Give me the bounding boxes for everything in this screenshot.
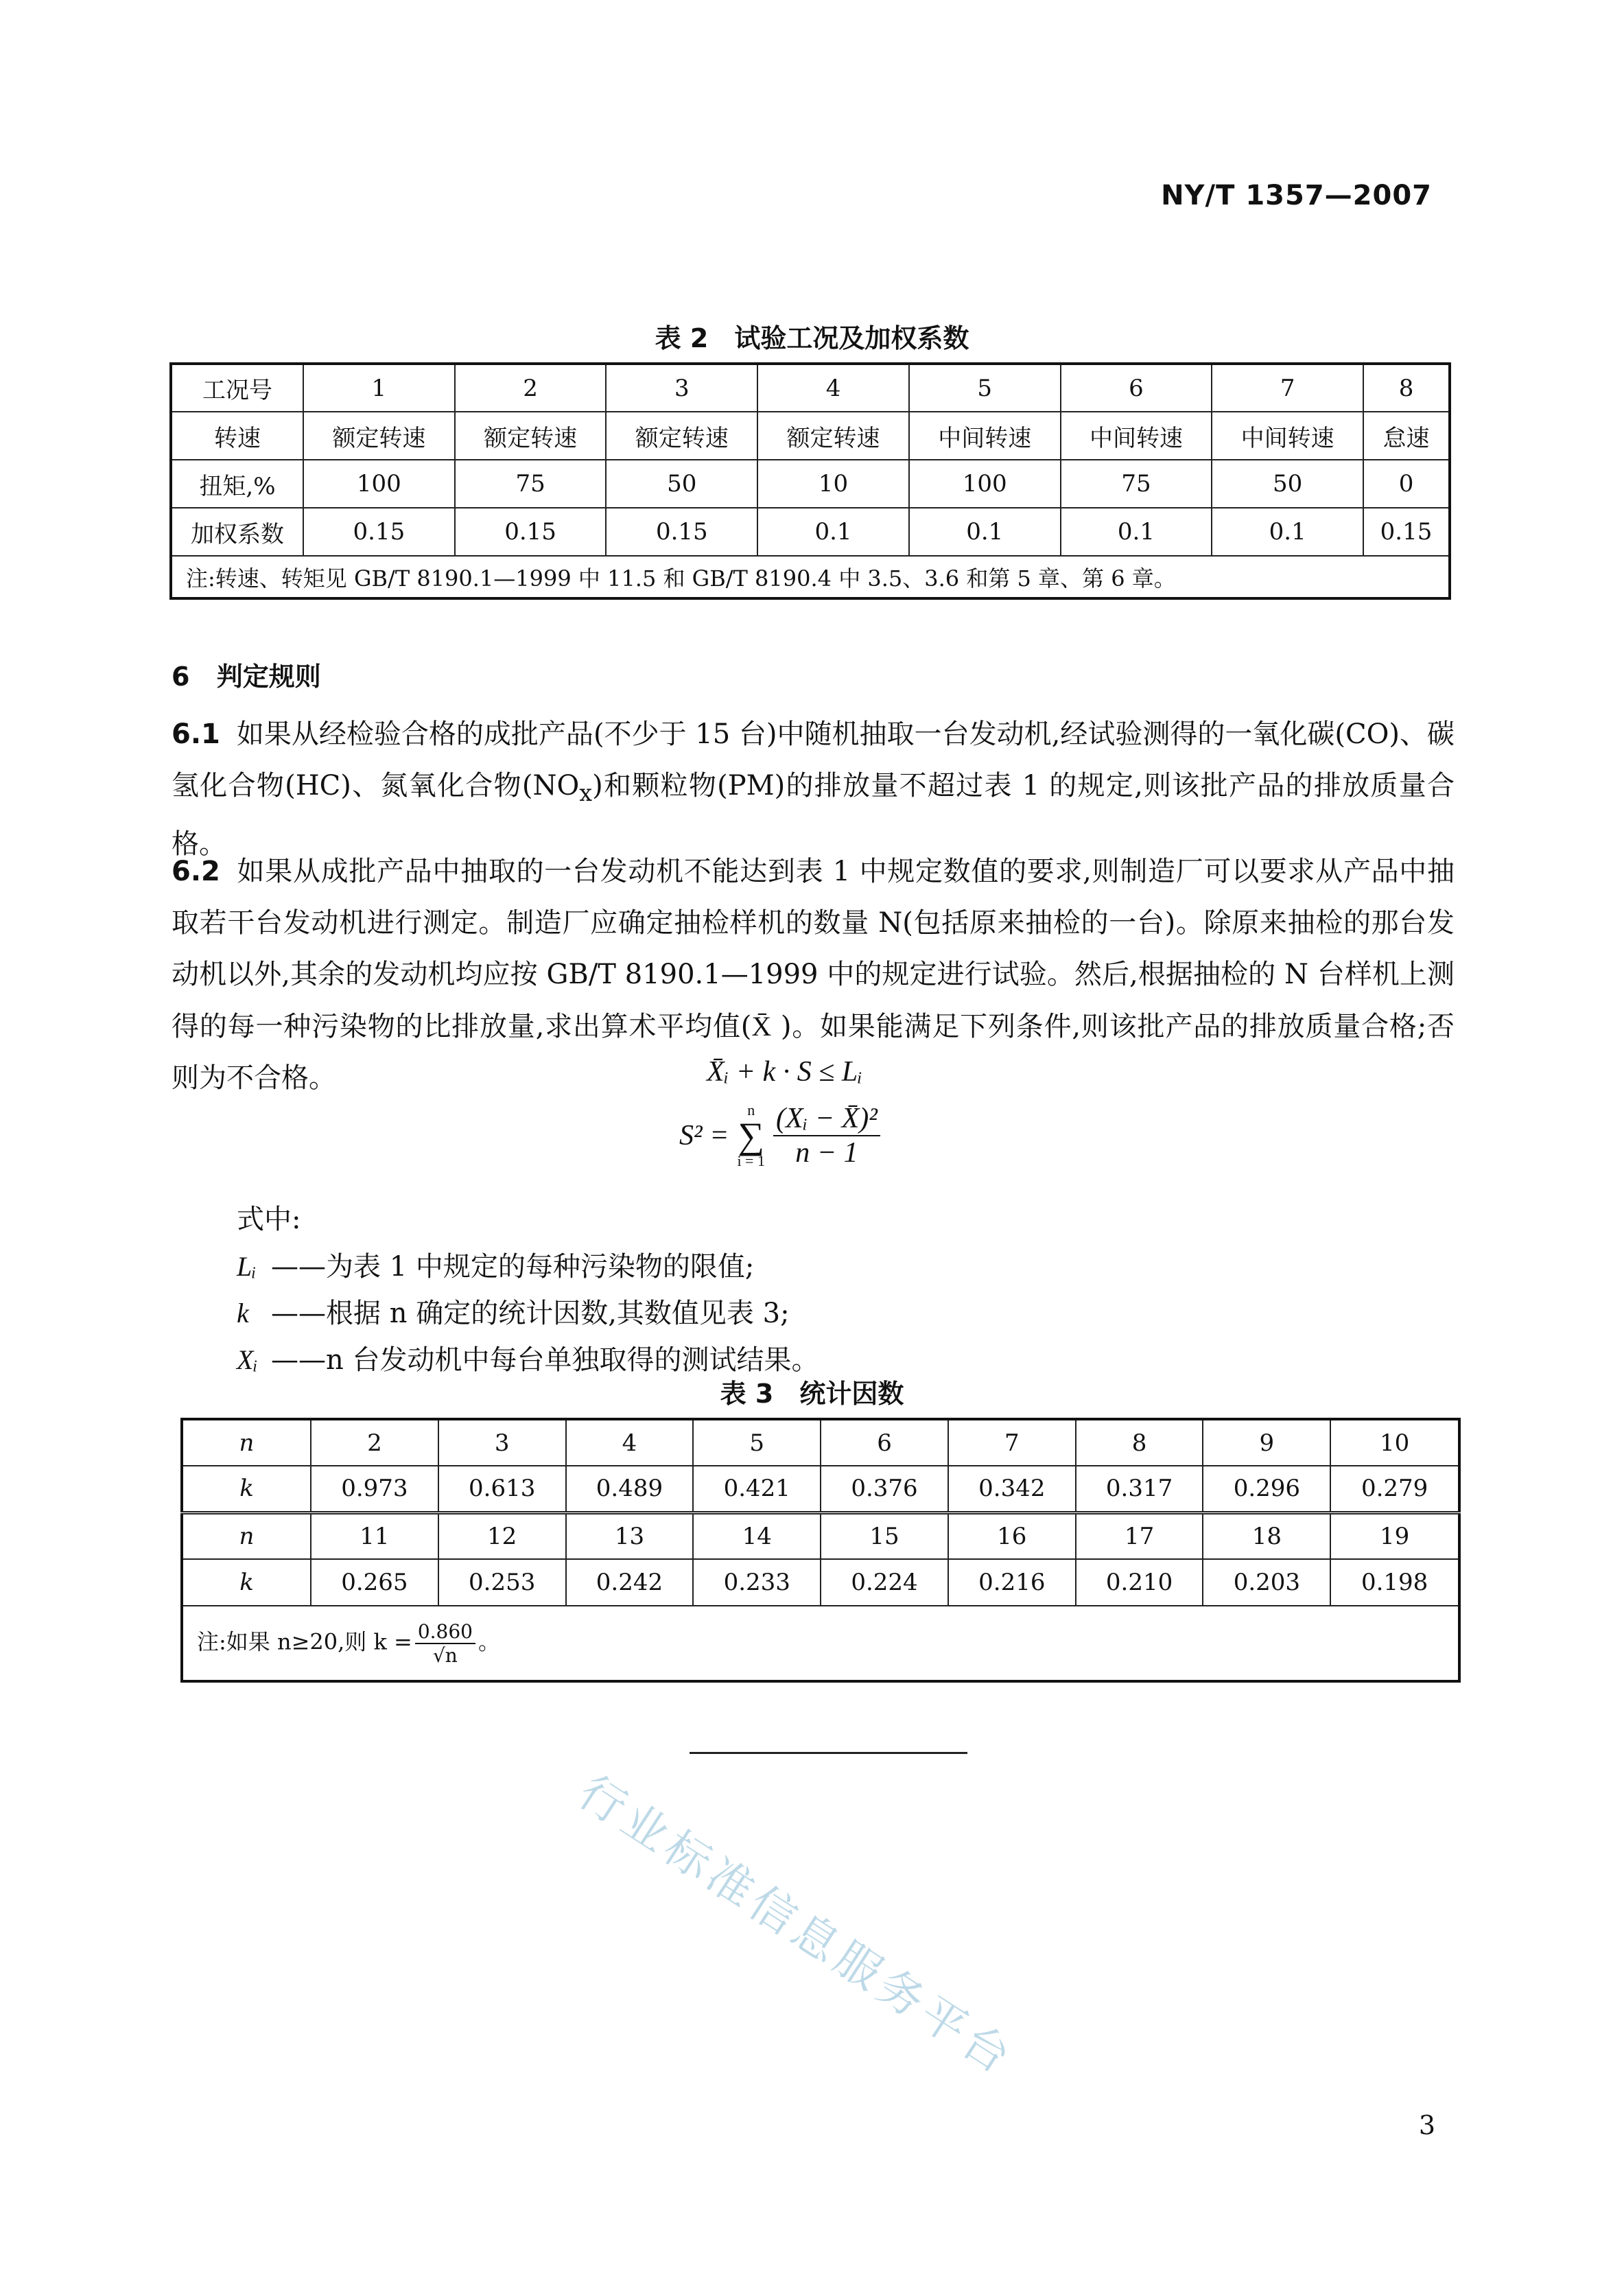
table-cell: 6: [1061, 364, 1212, 412]
table-cell: 4: [566, 1419, 694, 1466]
table-cell: 7: [1212, 364, 1363, 412]
note-prefix: 注:如果 n≥20,则 k =: [197, 1628, 412, 1654]
table-cell: 额定转速: [303, 412, 455, 460]
table3: [180, 1418, 1461, 1683]
table-cell: 6: [821, 1419, 948, 1466]
table-cell: 中间转速: [909, 412, 1061, 460]
table-cell: 7: [948, 1419, 1076, 1466]
formula-condition: X̄ᵢ + k · S ≤ Lᵢ: [707, 1056, 862, 1088]
table-cell: 1: [303, 364, 455, 412]
sum-lower: i = 1: [737, 1152, 765, 1169]
table-cell: 0.242: [566, 1559, 694, 1606]
fraction-numerator: (Xᵢ − X̄)²: [773, 1102, 880, 1136]
definition-text: ——根据 n 确定的统计因数,其数值见表 3;: [271, 1298, 790, 1329]
table-cell: 50: [1212, 460, 1363, 508]
definition-item: [237, 1243, 819, 1290]
table-cell: 19: [1330, 1512, 1459, 1559]
clause-number: 6.1: [172, 718, 220, 750]
table-cell: 0.342: [948, 1466, 1076, 1512]
table-cell: 10: [757, 460, 909, 508]
table-cell: 4: [757, 364, 909, 412]
table-cell: 18: [1203, 1512, 1330, 1559]
definition-item: [237, 1290, 819, 1337]
table-cell: 3: [606, 364, 757, 412]
table3-caption: 表 3 统计因数: [720, 1379, 904, 1409]
clause-text: 如果从经检验合格的成批产品(不少于 15 台)中随机抽取一台发动机,经试验测得的一氧化碳(CO)、碳氢化合物(HC)、氮氧化合物(NO: [172, 718, 1455, 802]
table-cell: 75: [455, 460, 607, 508]
fraction-numerator: 0.860: [415, 1620, 475, 1644]
table-cell: 17: [1076, 1512, 1203, 1559]
section-heading: [172, 655, 321, 693]
note-row: [182, 1606, 1459, 1681]
table-cell: 10: [1330, 1419, 1459, 1466]
table-cell: 0.15: [606, 508, 757, 556]
table-cell: 100: [909, 460, 1061, 508]
table-cell: 0.15: [1363, 508, 1450, 556]
table-cell: 8: [1363, 364, 1450, 412]
section-title: 判定规则: [216, 662, 321, 692]
table-cell: 0.1: [1061, 508, 1212, 556]
clause-text: 如果从成批产品中抽取的一台发动机不能达到表 1 中规定数值的要求,则制造厂可以要求从产品中抽取若干台发动机进行测定。制造厂应确定抽检样机的数量 N(包括原来抽检的一台)。除原来抽检的那台发动机以外,其余的发动机均应按 GB/T 8190.1—1999 中的规定进行试验。然后,根据抽检的 N 台样机上测得的每一种污染物的比排放量,求出算术平均值(: [172, 856, 1455, 1042]
row-label: 转速: [171, 412, 303, 460]
note-row: [171, 556, 1450, 598]
table2: [169, 362, 1451, 600]
table-cell: 额定转速: [757, 412, 909, 460]
table-cell: 0.421: [693, 1466, 821, 1512]
clause-text: )和颗粒物(PM)的排放量不超过表 1 的规定,则该批产品的排放质量合格。: [172, 770, 1455, 860]
sum-operator: [737, 1101, 765, 1170]
table2-caption: 表 2 试验工况及加权系数: [655, 323, 969, 353]
sum-symbol: ∑: [738, 1115, 764, 1156]
table-note: [182, 1606, 1459, 1681]
table-cell: 2: [455, 364, 607, 412]
standard-number: NY/T 1357—2007: [1161, 180, 1432, 211]
table-row: [171, 460, 1450, 508]
table-cell: 0.216: [948, 1559, 1076, 1606]
table-cell: 0.489: [566, 1466, 694, 1512]
row-label: k: [182, 1559, 311, 1606]
page-number: 3: [1418, 2110, 1435, 2140]
clause-number: 6.2: [172, 856, 220, 887]
symbol: Xᵢ: [237, 1344, 258, 1375]
definition-text: ——n 台发动机中每台单独取得的测试结果。: [271, 1344, 819, 1376]
table-cell: 怠速: [1363, 412, 1450, 460]
table-cell: 0.376: [821, 1466, 948, 1512]
table-cell: 中间转速: [1061, 412, 1212, 460]
formula-variance: [679, 1101, 880, 1170]
variance-fraction: [773, 1102, 880, 1169]
table-row: [182, 1512, 1459, 1559]
table-cell: 14: [693, 1512, 821, 1559]
watermark: 行业标准信息服务平台: [569, 1765, 1024, 2087]
table-row: [182, 1559, 1459, 1606]
table-row: [182, 1466, 1459, 1512]
xbar-symbol: X̄: [751, 1011, 772, 1042]
clause-text: )。如果能满足下列条件,则该批产品的排放质量合格;否则为不合格。: [172, 1011, 1455, 1094]
end-rule: [690, 1752, 967, 1754]
table-cell: 15: [821, 1512, 948, 1559]
table-cell: 5: [693, 1419, 821, 1466]
table-cell: 0.1: [757, 508, 909, 556]
table-cell: 额定转速: [606, 412, 757, 460]
table-row: [171, 412, 1450, 460]
table-row: [171, 364, 1450, 412]
table-cell: 额定转速: [455, 412, 607, 460]
symbol: k: [237, 1298, 249, 1329]
row-label: 加权系数: [171, 508, 303, 556]
table-cell: 2: [311, 1419, 438, 1466]
table-cell: 0.15: [303, 508, 455, 556]
table-cell: 50: [606, 460, 757, 508]
fraction-denominator: n − 1: [795, 1137, 858, 1169]
table-row: [182, 1419, 1459, 1466]
table-cell: 0.15: [455, 508, 607, 556]
table-cell: 0.203: [1203, 1559, 1330, 1606]
table-row: [171, 508, 1450, 556]
table-cell: 0.253: [438, 1559, 566, 1606]
row-label: n: [182, 1419, 311, 1466]
table-cell: 0.1: [909, 508, 1061, 556]
table-note: 注:转速、转矩见 GB/T 8190.1—1999 中 11.5 和 GB/T 8190.4 中 3.5、3.6 和第 5 章、第 6 章。: [171, 556, 1450, 598]
table-cell: 0.317: [1076, 1466, 1203, 1512]
note-suffix: 。: [478, 1628, 501, 1654]
row-label: k: [182, 1466, 311, 1512]
table-cell: 75: [1061, 460, 1212, 508]
table-cell: 16: [948, 1512, 1076, 1559]
symbol: Lᵢ: [237, 1251, 257, 1282]
k-fraction: [415, 1620, 475, 1667]
table-cell: 0.224: [821, 1559, 948, 1606]
table-cell: 0.265: [311, 1559, 438, 1606]
table-cell: 0.233: [693, 1559, 821, 1606]
subscript: x: [579, 780, 593, 806]
where-label: 式中:: [237, 1204, 301, 1235]
table-cell: 0.210: [1076, 1559, 1203, 1606]
table-cell: 11: [311, 1512, 438, 1559]
table-cell: 100: [303, 460, 455, 508]
table-cell: 0.296: [1203, 1466, 1330, 1512]
table-cell: 5: [909, 364, 1061, 412]
table-cell: 8: [1076, 1419, 1203, 1466]
table-cell: 13: [566, 1512, 694, 1559]
table-cell: 0: [1363, 460, 1450, 508]
table-cell: 9: [1203, 1419, 1330, 1466]
definitions: [237, 1243, 819, 1383]
formula-lhs: S² =: [679, 1120, 729, 1151]
section-number: 6: [172, 662, 190, 692]
table-cell: 中间转速: [1212, 412, 1363, 460]
table-cell: 0.279: [1330, 1466, 1459, 1512]
row-label: 工况号: [171, 364, 303, 412]
table-cell: 0.198: [1330, 1559, 1459, 1606]
fraction-denominator: √n: [432, 1644, 458, 1667]
table-cell: 0.973: [311, 1466, 438, 1512]
table-cell: 0.613: [438, 1466, 566, 1512]
table-cell: 3: [438, 1419, 566, 1466]
row-label: n: [182, 1512, 311, 1559]
row-label: 扭矩,%: [171, 460, 303, 508]
table-cell: 0.1: [1212, 508, 1363, 556]
definition-text: ——为表 1 中规定的每种污染物的限值;: [271, 1251, 755, 1283]
table-cell: 12: [438, 1512, 566, 1559]
sum-upper: n: [747, 1101, 755, 1119]
